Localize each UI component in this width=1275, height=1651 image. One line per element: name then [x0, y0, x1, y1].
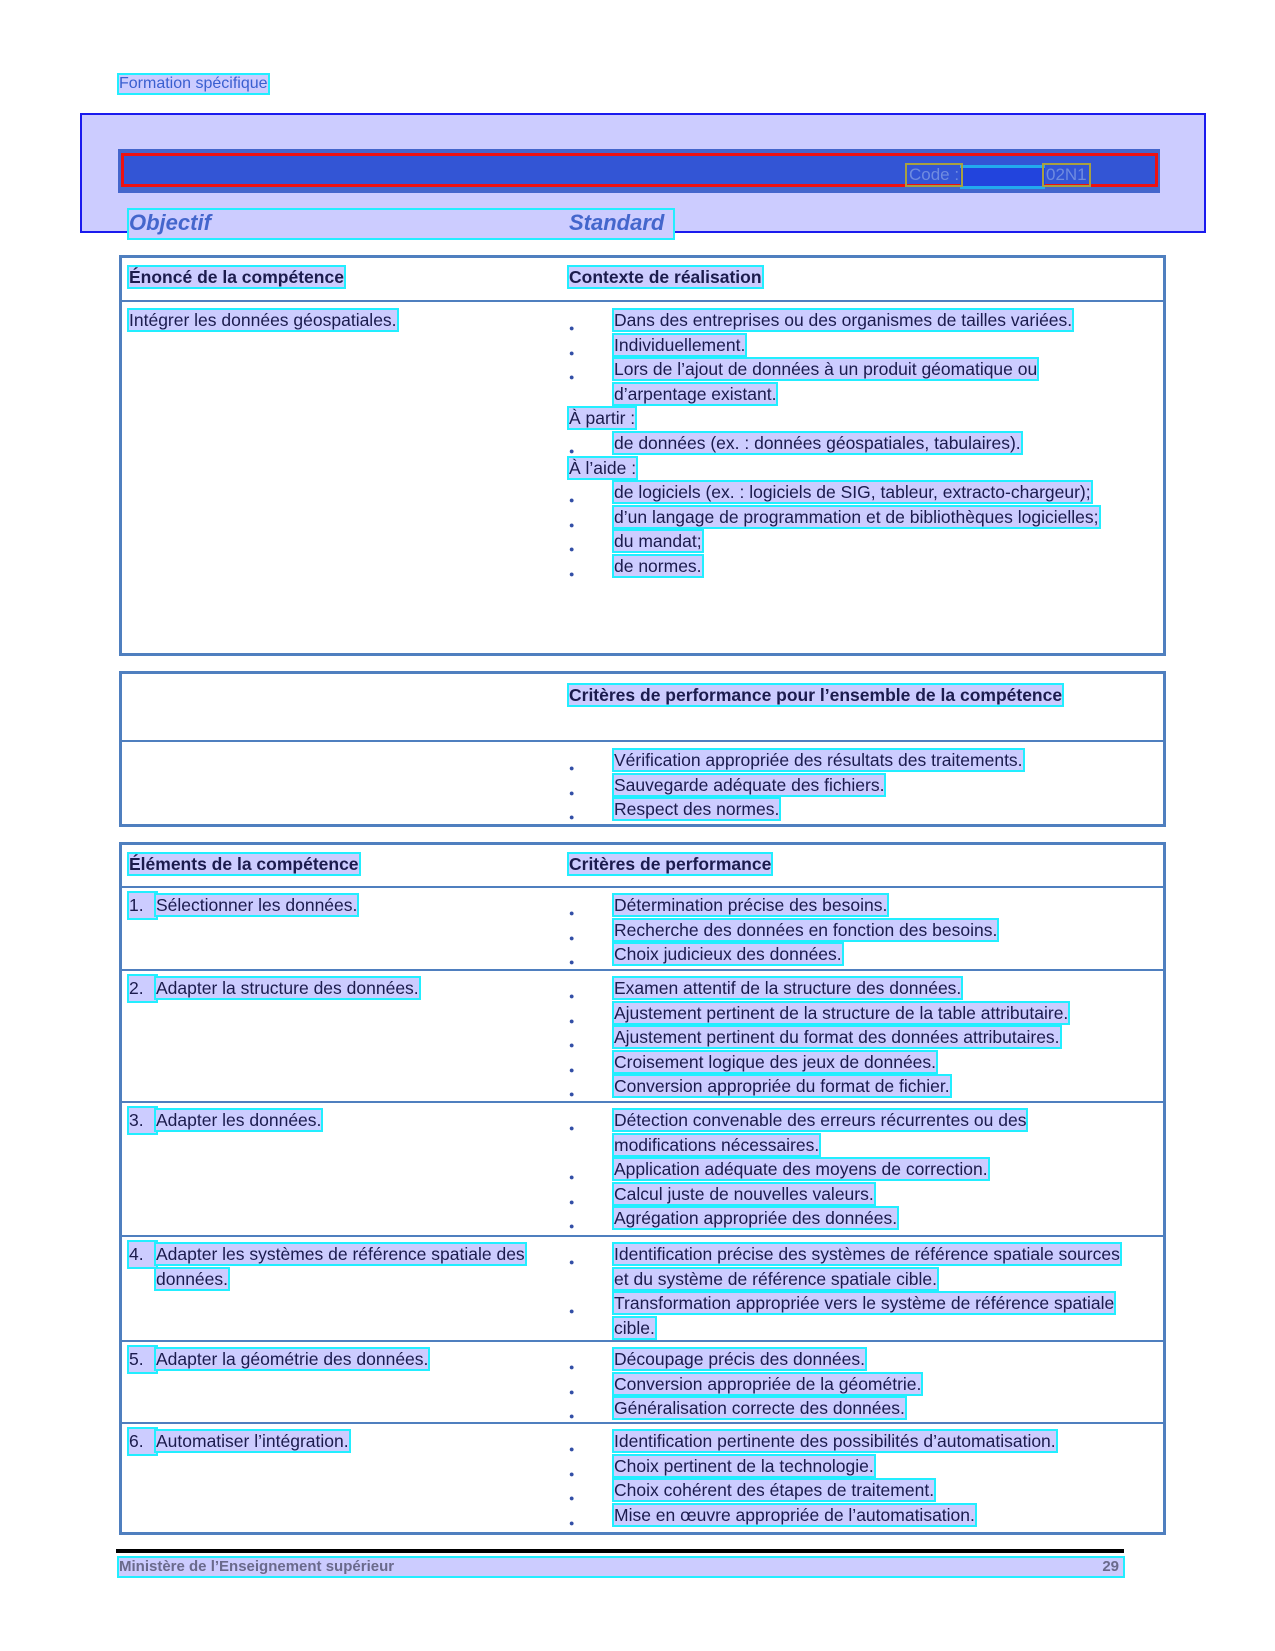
element-number: 6. — [129, 1429, 156, 1454]
item-text: Choix judicieux des données. — [614, 944, 842, 965]
list-item — [569, 797, 1129, 822]
item-text: Détermination précise des besoins. — [614, 895, 888, 915]
bullet-icon: ● — [569, 1411, 575, 1422]
bullet-icon: ● — [569, 1306, 575, 1317]
table-body-row — [122, 302, 1163, 652]
bullet-icon: ● — [569, 347, 575, 358]
table-header-row — [122, 674, 1163, 742]
header-left — [129, 267, 569, 288]
element-number: 4. — [129, 1242, 156, 1267]
bullet-icon: ● — [569, 1493, 575, 1504]
item-text: de normes. — [614, 555, 702, 576]
bullet-icon: ● — [569, 1468, 575, 1479]
item-text: Choix cohérent des étapes de traitement. — [614, 1480, 935, 1501]
header-right-text: Critères de performance pour l’ensemble de la compétence — [569, 685, 1063, 705]
standard-heading: Standard — [569, 210, 665, 235]
bullet-icon: ● — [569, 323, 575, 333]
list-item — [569, 357, 1129, 406]
footer-rule — [116, 1549, 1124, 1553]
item-text: Recherche des données en fonction des besoins. — [614, 919, 998, 940]
list-item — [569, 1206, 1129, 1231]
element-row — [122, 1424, 1163, 1532]
item-text: Lors de l’ajout de données à un produit géomatique ou d’arpentage existant. — [614, 359, 1038, 404]
element-number: 1. — [129, 893, 156, 918]
element-label: Adapter les données. — [156, 1110, 322, 1130]
section-label: Formation spécifique — [119, 75, 268, 92]
element-text — [129, 1429, 596, 1454]
criteria-list — [569, 1242, 1129, 1340]
header-left-text: Éléments de la compétence — [129, 854, 359, 874]
bullet-icon: ● — [569, 991, 575, 1001]
element-number: 5. — [129, 1347, 156, 1372]
element-text — [129, 1108, 596, 1133]
bullet-icon: ● — [569, 1444, 575, 1454]
code-value: 02N1 — [1042, 163, 1091, 187]
context-label — [569, 406, 1129, 431]
list-item — [569, 1025, 1129, 1050]
list-item — [569, 1478, 1129, 1503]
list-item — [569, 1396, 1129, 1421]
code-label: Code : — [905, 163, 963, 187]
item-text: Choix pertinent de la technologie. — [614, 1455, 874, 1476]
context-label — [569, 456, 1129, 481]
list-item — [569, 918, 1129, 943]
item-text: Détection convenable des erreurs récurrentes ou des modifications nécessaires. — [614, 1110, 1027, 1155]
item-text: Vérification appropriée des résultats des traitements. — [614, 750, 1023, 770]
list-item — [569, 1291, 1129, 1340]
element-row — [122, 1342, 1163, 1424]
element-text — [129, 893, 596, 918]
bullet-icon: ● — [569, 1257, 575, 1267]
criteria-list — [569, 1347, 1129, 1421]
header-right-text: Contexte de réalisation — [569, 267, 762, 287]
label-text: À l’aide : — [569, 457, 637, 478]
item-text: d’un langage de programmation et de bibliothèques logicielles; — [614, 506, 1099, 527]
competency-table — [119, 255, 1166, 656]
list-item — [569, 1372, 1129, 1397]
bullet-icon: ● — [569, 1040, 575, 1051]
list-item — [569, 1503, 1129, 1528]
footer — [119, 1558, 1123, 1576]
item-text: Ajustement pertinent de la structure de la table attributaire. — [614, 1002, 1069, 1023]
item-text: Généralisation correcte des données. — [614, 1398, 905, 1419]
item-text: du mandat; — [614, 531, 702, 552]
bullet-icon: ● — [569, 1089, 575, 1100]
list-item — [569, 1242, 1129, 1291]
item-text: Identification précise des systèmes de référence spatiale sources et du système de référence spatiale cible. — [614, 1244, 1120, 1289]
item-text: Conversion appropriée du format de fichier. — [614, 1076, 950, 1097]
bullet-icon: ● — [569, 1362, 575, 1372]
element-text — [129, 1242, 596, 1291]
item-text: Identification pertinente des possibilités d’automatisation. — [614, 1431, 1056, 1451]
bullet-icon: ● — [569, 763, 575, 773]
element-row — [122, 971, 1163, 1103]
list-item — [569, 505, 1129, 530]
bullet-icon: ● — [569, 1517, 575, 1528]
bullet-icon: ● — [569, 495, 575, 506]
bullet-icon: ● — [569, 445, 575, 456]
header-right — [569, 854, 1129, 875]
criteria-list — [569, 893, 1129, 967]
item-text: Agrégation appropriée des données. — [614, 1208, 898, 1229]
list-item — [569, 554, 1129, 579]
list-item — [569, 1050, 1129, 1075]
header-right — [569, 683, 1129, 708]
bullet-icon: ● — [569, 957, 575, 968]
bullet-icon: ● — [569, 1196, 575, 1207]
list-item — [569, 333, 1129, 358]
criteria-list — [569, 1429, 1129, 1527]
item-text: Dans des entreprises ou des organismes de tailles variées. — [614, 310, 1073, 330]
item-text: de logiciels (ex. : logiciels de SIG, tableur, extracto-chargeur); — [614, 482, 1091, 503]
list-item — [569, 893, 1129, 918]
list-item — [569, 308, 1129, 333]
element-label: Automatiser l’intégration. — [156, 1431, 349, 1451]
item-text: Ajustement pertinent du format des données attributaires. — [614, 1027, 1060, 1048]
criteria-list — [569, 748, 1129, 822]
element-row — [122, 888, 1163, 971]
item-text: de données (ex. : données géospatiales, tabulaires). — [614, 432, 1021, 453]
item-text: Mise en œuvre appropriée de l’automatisation. — [614, 1504, 975, 1525]
list-item — [569, 942, 1129, 967]
item-text: Calcul juste de nouvelles valeurs. — [614, 1183, 874, 1204]
list-item — [569, 1347, 1129, 1372]
code-field — [960, 165, 1045, 189]
list-item — [569, 1182, 1129, 1207]
item-text: Individuellement. — [614, 334, 746, 355]
item-text: Application adéquate des moyens de correction. — [614, 1159, 988, 1180]
list-item — [569, 976, 1129, 1001]
element-label: Adapter les systèmes de référence spatiale des données. — [156, 1244, 525, 1289]
table-header-row — [122, 845, 1163, 888]
objective-heading: Objectif — [129, 210, 211, 235]
bullet-icon: ● — [569, 1015, 575, 1026]
header-right-text: Critères de performance — [569, 854, 772, 874]
element-label: Adapter la géométrie des données. — [156, 1349, 429, 1369]
footer-ministry: Ministère de l’Enseignement supérieur — [119, 1558, 395, 1575]
item-text: Conversion appropriée de la géométrie. — [614, 1373, 922, 1394]
header-left — [129, 854, 569, 875]
bullet-icon: ● — [569, 932, 575, 943]
competency-statement — [129, 308, 569, 333]
objective-standard-heading — [129, 210, 673, 238]
element-number: 2. — [129, 976, 156, 1001]
bullet-icon: ● — [569, 908, 575, 918]
list-item — [569, 431, 1129, 456]
overall-criteria-table — [119, 671, 1166, 827]
element-label: Sélectionner les données. — [156, 895, 358, 915]
element-row — [122, 1237, 1163, 1342]
element-label: Adapter la structure des données. — [156, 978, 419, 998]
bullet-icon: ● — [569, 568, 575, 579]
header-right — [569, 267, 1129, 288]
item-text: Sauvegarde adéquate des fichiers. — [614, 774, 885, 795]
bullet-icon: ● — [569, 519, 575, 530]
item-text: Croisement logique des jeux de données. — [614, 1051, 937, 1072]
bullet-icon: ● — [569, 812, 575, 823]
bullet-icon: ● — [569, 1123, 575, 1133]
label-text: À partir : — [569, 408, 636, 429]
bullet-icon: ● — [569, 1064, 575, 1075]
list-item — [569, 1074, 1129, 1099]
header-left-text: Énoncé de la compétence — [129, 267, 344, 287]
bullet-icon: ● — [569, 544, 575, 555]
list-item — [569, 1454, 1129, 1479]
list-item — [569, 1108, 1129, 1157]
element-row — [122, 1103, 1163, 1237]
bullet-icon: ● — [569, 1386, 575, 1397]
list-item — [569, 1157, 1129, 1182]
list-item — [569, 529, 1129, 554]
item-text: Respect des normes. — [614, 799, 780, 820]
bullet-icon: ● — [569, 372, 575, 383]
list-item — [569, 748, 1129, 773]
element-number: 3. — [129, 1108, 156, 1133]
list-item — [569, 480, 1129, 505]
page-number: 29 — [1102, 1558, 1119, 1575]
list-item — [569, 1429, 1129, 1454]
context-list — [569, 308, 1129, 579]
element-text — [129, 976, 596, 1001]
table-body-row — [122, 742, 1163, 824]
table-header-row — [122, 258, 1163, 302]
element-text — [129, 1347, 596, 1372]
criteria-list — [569, 1108, 1129, 1231]
item-text: Découpage précis des données. — [614, 1349, 866, 1369]
list-item — [569, 773, 1129, 798]
elements-table — [119, 842, 1166, 1535]
competency-text: Intégrer les données géospatiales. — [129, 310, 397, 330]
item-text: Examen attentif de la structure des données. — [614, 978, 962, 998]
list-item — [569, 1001, 1129, 1026]
bullet-icon: ● — [569, 1221, 575, 1232]
criteria-list — [569, 976, 1129, 1099]
bullet-icon: ● — [569, 1172, 575, 1183]
bullet-icon: ● — [569, 787, 575, 798]
item-text: Transformation appropriée vers le système de référence spatiale cible. — [614, 1293, 1115, 1338]
